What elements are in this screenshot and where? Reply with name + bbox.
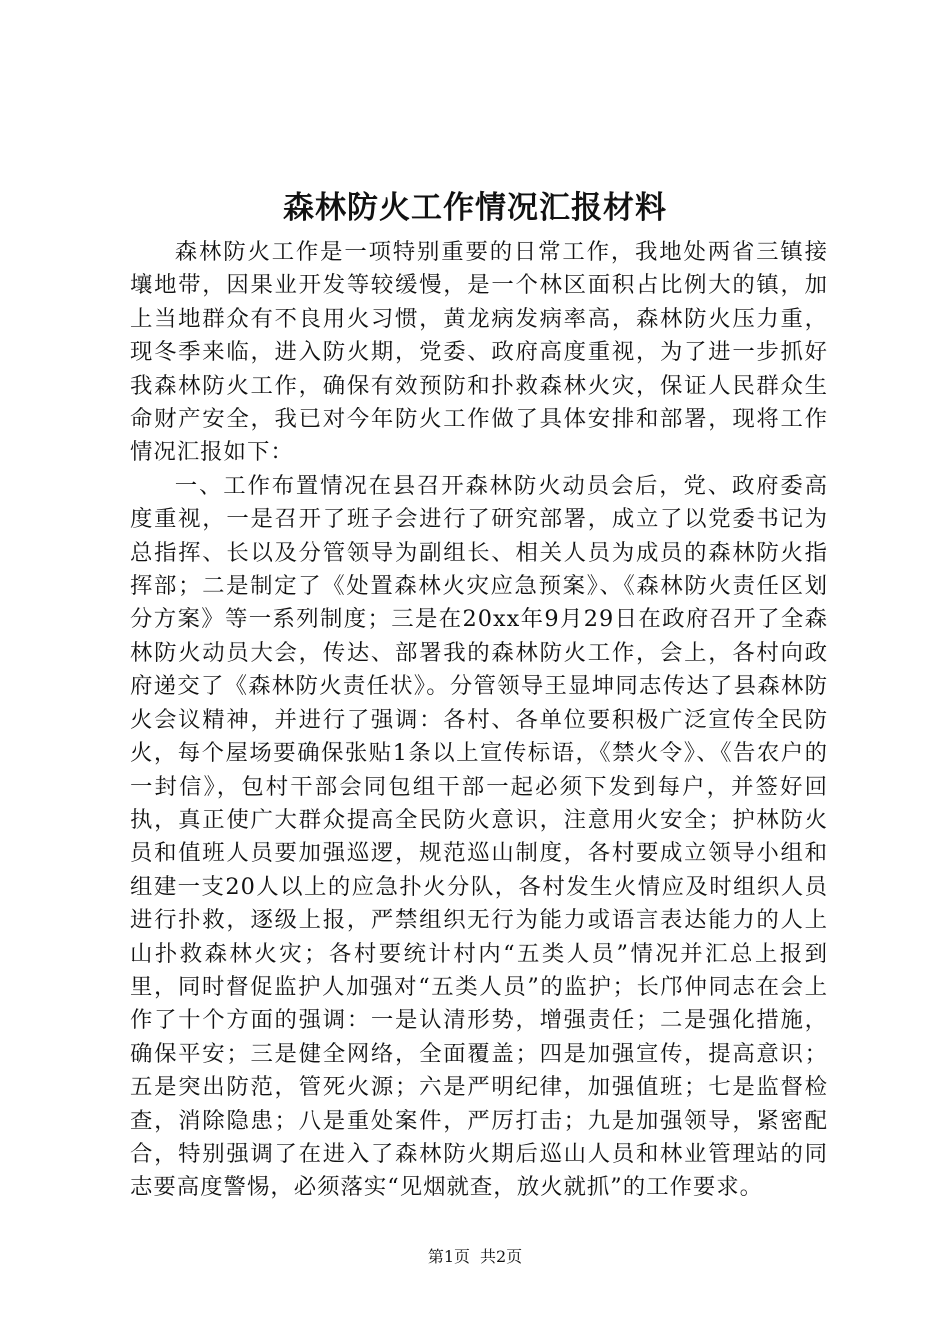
page-footer <box>0 1246 950 1268</box>
body-paragraph-intro: 森林防火工作是一项特别重要的日常工作，我地处两省三镇接壤地带，因果业开发等较缓慢，是一个林区面积占比例大的镇，加上当地群众有不良用火习惯，黄龙病发病率高，森林防火压力重，现冬季来临，进入防火期，党委、政府高度重视，为了进一步抓好我森林防火工作，确保有效预防和扑救森林火灾，保证人民群众生命财产安全，我已对今年防火工作做了具体安排和部署，现将工作情况汇报如下： <box>130 239 828 466</box>
document-body <box>130 236 828 1205</box>
page-number-current: 第1页 <box>427 1247 470 1266</box>
body-paragraph-work-arrangement: 一、工作布置情况在县召开森林防火动员会后，党、政府委高度重视，一是召开了班子会进行了研究部署，成立了以党委书记为总指挥、长以及分管领导为副组长、相关人员为成员的森林防火指挥部；二是制定了《处置森林火灾应急预案》、《森林防火责任区划分方案》等一系列制度；三是在20xx年9月29日在政府召开了全森林防火动员大会，传达、部署我的森林防火工作，会上，各村向政府递交了《森林防火责任状》。分管领导王显坤同志传达了县森林防火会议精神，并进行了强调：各村、各单位要积极广泛宣传全民防火，每个屋场要确保张贴1条以上宣传标语，《禁火令》、《告农户的一封信》，包村干部会同包组干部一起必须下发到每户，并签好回执，真正使广大群众提高全民防火意识，注意用火安全；护林防火员和值班人员要加强巡逻，规范巡山制度，各村要成立领导小组和组建一支20人以上的应急扑火分队，各村发生火情应及时组织人员进行扑救，逐级上报，严禁组织无行为能力或语言表达能力的人上山扑救森林火灾；各村要统计村内“五类人员”情况并汇总上报到里，同时督促监护人加强对“五类人员”的监护；长邝仲同志在会上作了十个方面的强调：一是认清形势，增强责任；二是强化措施，确保平安；三是健全网络，全面覆盖；四是加强宣传，提高意识；五是突出防范，管死火源；六是严明纪律，加强值班；七是监督检查，消除隐患；八是重处案件，严厉打击；九是加强领导，紧密配合，特别强调了在进入了森林防火期后巡山人员和林业管理站的同志要高度警惕，必须落实“见烟就查，放火就抓”的工作要求。 <box>130 472 828 1201</box>
document-title: 森林防火工作情况汇报材料 <box>283 190 667 226</box>
page-number-total: 共2页 <box>480 1247 523 1266</box>
